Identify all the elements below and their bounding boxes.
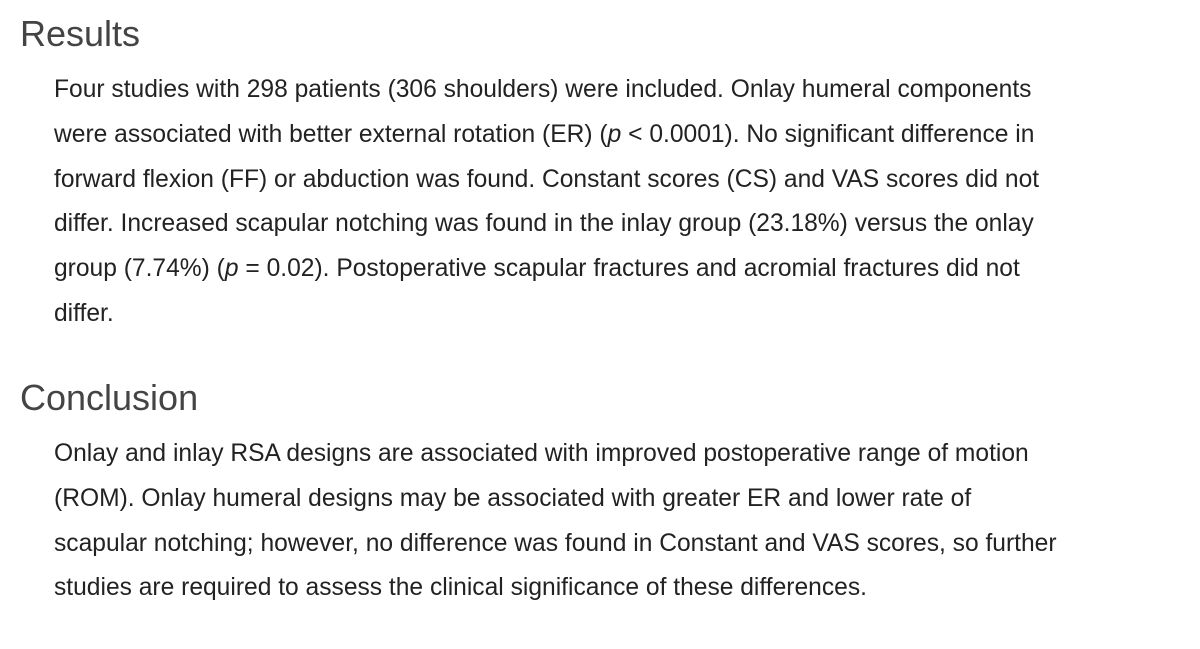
conclusion-line-3: scapular notching; however, no difference was found in Constant and VAS scores, so further	[54, 529, 1057, 557]
results-line-4: differ. Increased scapular notching was found in the inlay group (23.18%) versus the onlay	[54, 210, 1034, 238]
results-section	[0, 8, 1200, 337]
conclusion-section	[0, 372, 1200, 611]
conclusion-line-1: Onlay and inlay RSA designs are associated with improved postoperative range of motion	[54, 440, 1029, 467]
results-line-2	[54, 113, 1182, 158]
results-line-2-rest: < 0.0001). No significant difference in	[621, 120, 1035, 148]
conclusion-paragraph	[0, 432, 1200, 611]
results-line-3: forward flexion (FF) or abduction was found. Constant scores (CS) and VAS scores did not	[54, 165, 1040, 193]
conclusion-line-4: studies are required to assess the clinical significance of these differences.	[54, 574, 867, 602]
results-line-1: Four studies with 298 patients (306 shoulders) were included. Onlay humeral components	[54, 76, 1032, 103]
results-line-2-pre: were associated with better external rotation (ER) (	[54, 120, 608, 148]
conclusion-line-2: (ROM). Onlay humeral designs may be associated with greater ER and lower rate of	[54, 484, 972, 512]
results-line-5-rest: = 0.02). Postoperative scapular fractures and acromial fractures did not	[238, 255, 1020, 283]
results-heading: Results	[20, 13, 141, 54]
results-line-6: differ.	[54, 299, 114, 327]
results-line-5-pre: group (7.74%) (	[54, 255, 225, 283]
conclusion-heading: Conclusion	[20, 377, 199, 418]
results-paragraph	[0, 68, 1200, 337]
p-value-symbol: p	[607, 120, 622, 148]
p-value-symbol: p	[224, 255, 239, 283]
results-line-5	[54, 247, 1182, 292]
